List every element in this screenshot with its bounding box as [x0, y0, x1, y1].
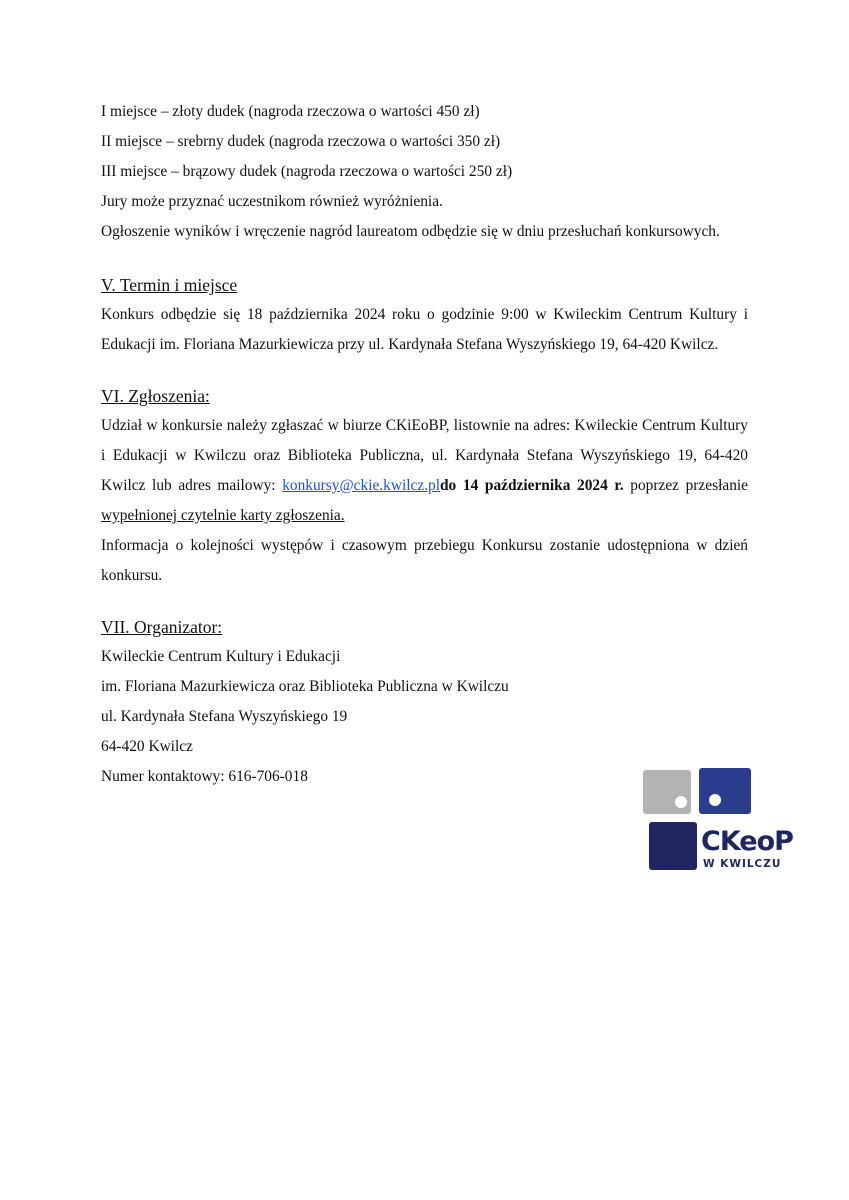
ckeobp-logo — [643, 768, 793, 874]
section-applications-title: VI. Zgłoszenia: — [101, 386, 210, 406]
organizer-line: im. Floriana Mazurkiewicza oraz Biblioteka Publiczna w Kwilczu — [101, 678, 509, 695]
section-venue-title: V. Termin i miejsce — [101, 275, 238, 295]
deadline-text: do 14 października 2024 r. — [440, 477, 624, 494]
form-link[interactable]: wypełnionej czytelnie karty zgłoszenia. — [101, 507, 345, 524]
section-venue — [101, 270, 748, 360]
logo-sub-text: W KWILCZU — [703, 858, 782, 870]
schedule-info: Informacja o kolejności występów i czasowym przebiegu Konkursu zostanie udostępniona w dzień konkursu. — [101, 537, 748, 584]
section-applications — [101, 381, 748, 591]
document-page — [101, 97, 748, 792]
applications-text — [101, 411, 748, 531]
logo-gray-dot — [675, 796, 687, 808]
logo-gray-block — [643, 770, 691, 814]
organizer-line: ul. Kardynała Stefana Wyszyńskiego 19 — [101, 708, 348, 725]
logo-main-text: CKeoP — [701, 826, 793, 857]
section-organizer-title: VII. Organizator: — [101, 617, 223, 637]
applications-mid: poprzez przesłanie — [623, 477, 748, 494]
logo-blue-block — [699, 768, 751, 814]
organizer-line: Numer kontaktowy: 616-706-018 — [101, 768, 308, 785]
prizes-block — [101, 97, 748, 247]
applications-intro: Udział w konkursie należy zgłaszać w biurze CKiEoBP, listownie na adres: Kwileckie Centrum Kultury i Edukacji w Kwilczu oraz Biblioteka Publiczna, ul. Kardynała Stefana Wyszyńskiego 19, 64-420 Kwilcz lub adres mailowy: — [101, 417, 748, 494]
email-link[interactable]: konkursy@ckie.kwilcz.pl — [282, 477, 440, 494]
logo-navy-block — [649, 822, 697, 870]
prize-second: II miejsce – srebrny dudek (nagroda rzeczowa o wartości 350 zł) — [101, 133, 501, 150]
organizer-line: 64-420 Kwilcz — [101, 738, 193, 755]
prize-third: III miejsce – brązowy dudek (nagroda rzeczowa o wartości 250 zł) — [101, 163, 513, 180]
results-note: Ogłoszenie wyników i wręczenie nagród laureatom odbędzie się w dniu przesłuchań konkursowych. — [101, 223, 720, 240]
section-organizer — [101, 612, 748, 792]
section-venue-text: Konkurs odbędzie się 18 października 2024 roku o godzinie 9:00 w Kwileckim Centrum Kultury i Edukacji im. Floriana Mazurkiewicza przy ul. Kardynała Stefana Wyszyńskiego 19, 64-420 Kwilcz. — [101, 306, 748, 353]
prize-first: I miejsce – złoty dudek (nagroda rzeczowa o wartości 450 zł) — [101, 103, 480, 120]
distinctions-note: Jury może przyznać uczestnikom również wyróżnienia. — [101, 193, 443, 210]
organizer-line: Kwileckie Centrum Kultury i Edukacji — [101, 648, 341, 665]
logo-blue-dot — [709, 794, 721, 806]
